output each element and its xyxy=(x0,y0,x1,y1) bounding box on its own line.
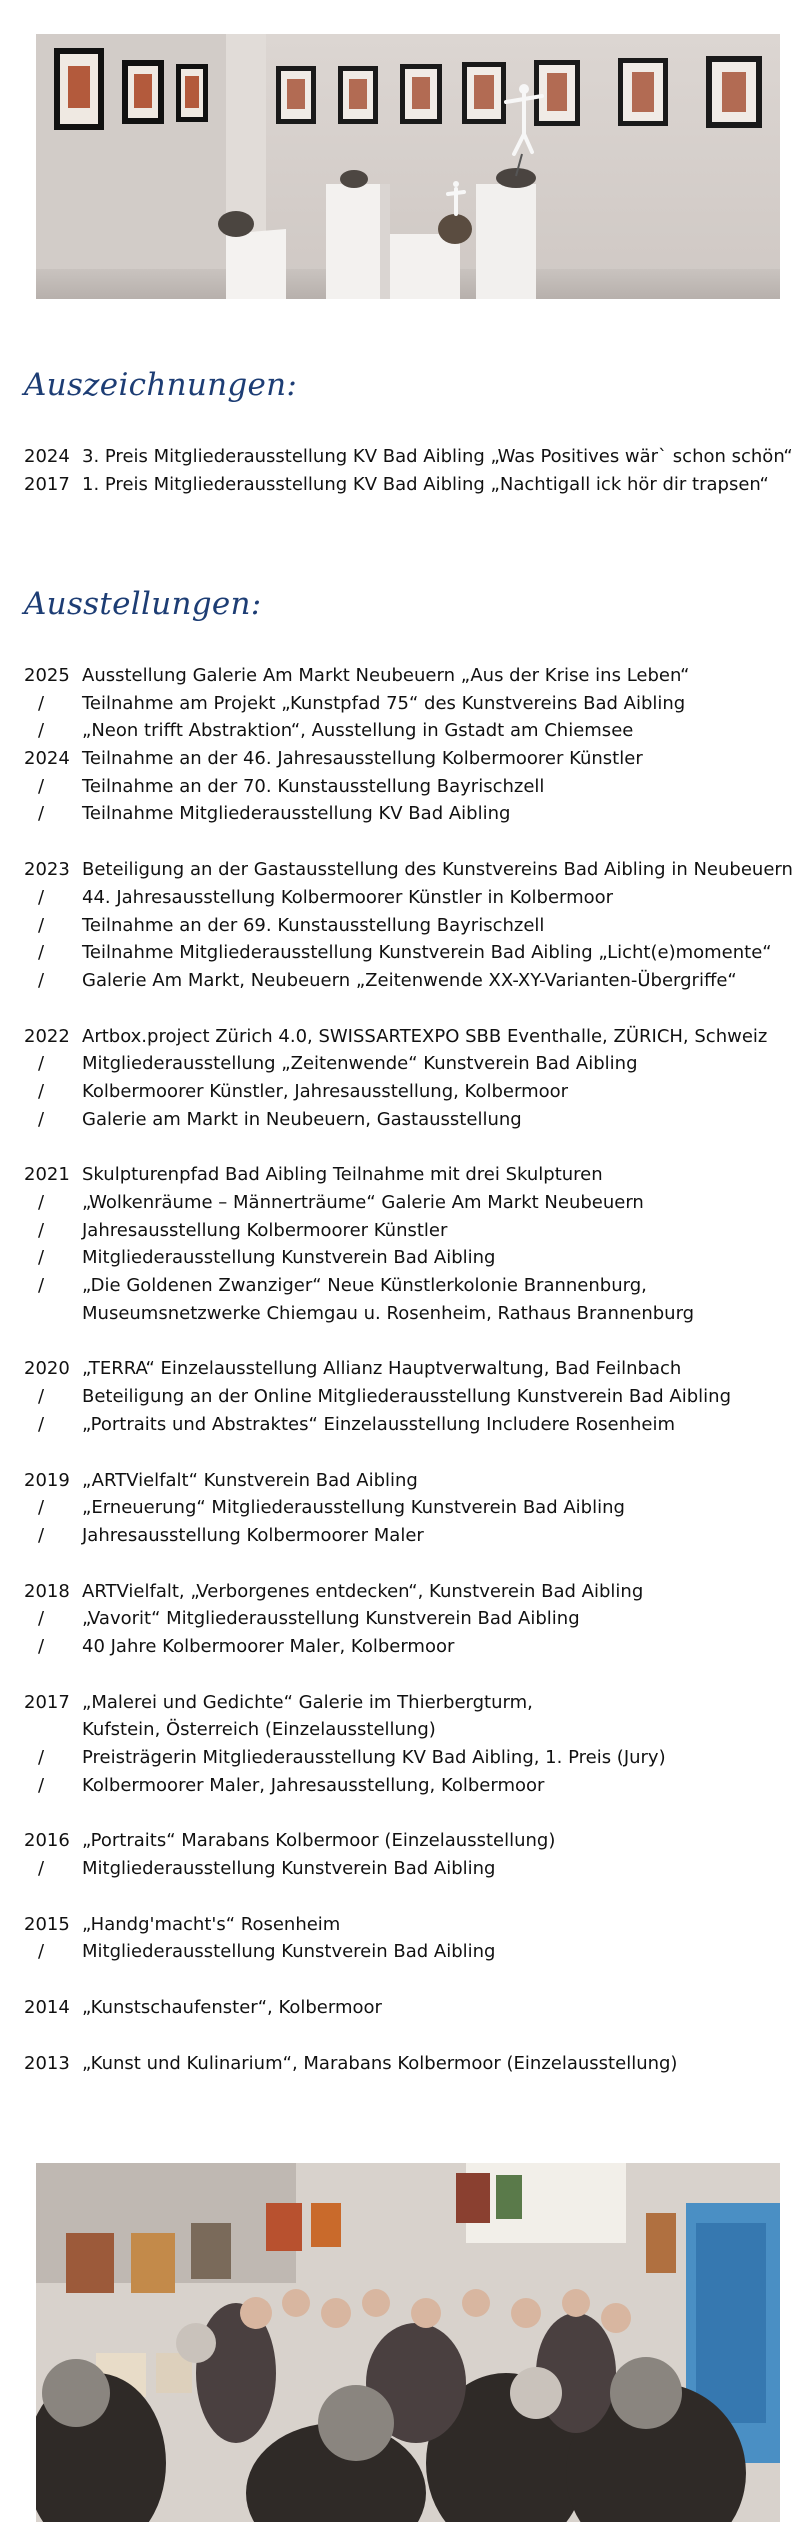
award-row xyxy=(24,471,794,499)
exhibition-year: 2025 xyxy=(24,665,70,686)
exhibition-row xyxy=(24,1383,794,1411)
exhibition-row xyxy=(24,1161,794,1189)
exhibition-text: „Handg'macht's“ Rosenheim xyxy=(82,1913,341,1935)
exhibition-row xyxy=(24,967,794,995)
exhibition-row xyxy=(24,1994,794,2022)
exhibition-year: / xyxy=(37,803,45,825)
exhibition-year: 2019 xyxy=(24,1469,70,1491)
exhibition-text: „Kunst und Kulinarium“, Marabans Kolbermoor (Einzelausstellung) xyxy=(82,2052,678,2074)
group-spacer xyxy=(24,1799,794,1827)
exhibition-row xyxy=(24,1078,794,1106)
exhibition-year: / xyxy=(37,969,45,991)
exhibition-row xyxy=(24,1272,794,1300)
gallery-photo-top xyxy=(36,34,780,299)
exhibition-year: / xyxy=(37,1941,45,1963)
exhibition-row xyxy=(24,745,794,773)
exhibition-row xyxy=(24,1633,794,1661)
exhibition-year: / xyxy=(37,775,45,797)
exhibition-row xyxy=(24,2050,794,2078)
group-spacer xyxy=(24,1439,794,1467)
exhibition-year: 2015 xyxy=(24,1913,70,1935)
exhibition-text: Skulpturenpfad Bad Aibling Teilnahme mit drei Skulpturen xyxy=(82,1164,603,1186)
exhibition-text: „TERRA“ Einzelausstellung Allianz Hauptverwaltung, Bad Feilnbach xyxy=(82,1358,682,1380)
exhibition-year: / xyxy=(37,1219,45,1241)
exhibition-year: / xyxy=(37,1247,45,1269)
exhibition-text: Artbox.project Zürich 4.0, SWISSARTEXPO SBB Eventhalle, ZÜRICH, Schweiz xyxy=(82,1025,768,1047)
exhibition-year: / xyxy=(37,1053,45,1075)
exhibition-text: „Kunstschaufenster“, Kolbermoor xyxy=(82,1997,382,2019)
group-spacer xyxy=(24,1661,794,1689)
exhibition-year: / xyxy=(37,692,45,714)
exhibition-text: Beteiligung an der Gastausstellung des Kunstvereins Bad Aibling in Neubeuern xyxy=(82,859,793,881)
group-spacer xyxy=(24,1327,794,1355)
exhibition-row xyxy=(24,1522,794,1550)
exhibition-row xyxy=(24,912,794,940)
exhibition-text: Mitgliederausstellung „Zeitenwende“ Kunstverein Bad Aibling xyxy=(82,1053,638,1075)
exhibitions-list xyxy=(24,662,794,2078)
exhibition-year: / xyxy=(37,720,45,742)
award-row xyxy=(24,443,794,471)
exhibition-year: / xyxy=(37,1635,45,1657)
exhibition-text: Ausstellung Galerie Am Markt Neubeuern „Aus der Krise ins Leben“ xyxy=(82,665,690,686)
exhibition-year: / xyxy=(37,1386,45,1408)
group-spacer xyxy=(24,2022,794,2050)
exhibition-text: „ARTVielfalt“ Kunstverein Bad Aibling xyxy=(82,1469,418,1491)
exhibition-text: ARTVielfalt, „Verborgenes entdecken“, Kunstverein Bad Aibling xyxy=(82,1580,644,1602)
exhibition-row xyxy=(24,939,794,967)
award-text: 1. Preis Mitgliederausstellung KV Bad Aibling „Nachtigall ick hör dir trapsen“ xyxy=(82,473,769,495)
exhibition-year: / xyxy=(37,914,45,936)
group-spacer xyxy=(24,995,794,1023)
group-spacer xyxy=(24,1133,794,1161)
exhibition-row xyxy=(24,800,794,828)
exhibition-row xyxy=(24,1189,794,1217)
exhibition-year: / xyxy=(37,1192,45,1213)
exhibition-text: Teilnahme Mitgliederausstellung KV Bad Aibling xyxy=(82,803,511,825)
exhibition-row xyxy=(24,1494,794,1522)
exhibition-text: Jahresausstellung Kolbermoorer Künstler xyxy=(82,1219,448,1241)
award-text: 3. Preis Mitgliederausstellung KV Bad Aibling „Was Positives wär` schon schön“ xyxy=(82,446,793,467)
exhibition-row xyxy=(24,690,794,718)
exhibition-year: / xyxy=(37,1413,45,1435)
exhibition-text: Teilnahme am Projekt „Kunstpfad 75“ des Kunstvereins Bad Aibling xyxy=(82,692,686,714)
exhibition-year: 2022 xyxy=(24,1025,70,1047)
exhibition-year: 2013 xyxy=(24,2052,70,2074)
exhibition-text: Preisträgerin Mitgliederausstellung KV Bad Aibling, 1. Preis (Jury) xyxy=(82,1747,666,1768)
exhibition-text: Teilnahme an der 69. Kunstausstellung Bayrischzell xyxy=(82,914,545,936)
exhibition-row xyxy=(24,662,794,690)
exhibition-row xyxy=(24,1578,794,1606)
exhibition-row xyxy=(24,1938,794,1966)
exhibition-text: Kufstein, Österreich (Einzelausstellung) xyxy=(82,1719,436,1741)
exhibition-year: 2021 xyxy=(24,1164,70,1186)
exhibition-row xyxy=(24,884,794,912)
awards-list xyxy=(24,443,794,498)
exhibition-year: / xyxy=(37,1080,45,1102)
exhibition-row xyxy=(24,773,794,801)
exhibition-row xyxy=(24,1689,794,1717)
exhibition-text: Museumsnetzwerke Chiemgau u. Rosenheim, Rathaus Brannenburg xyxy=(82,1302,695,1324)
exhibition-row xyxy=(24,1605,794,1633)
exhibition-year: 2016 xyxy=(24,1830,70,1852)
exhibition-text: Mitgliederausstellung Kunstverein Bad Aibling xyxy=(82,1247,496,1269)
exhibition-row xyxy=(24,1411,794,1439)
exhibition-text: Teilnahme Mitgliederausstellung Kunstverein Bad Aibling „Licht(e)momente“ xyxy=(82,942,772,964)
award-year: 2024 xyxy=(24,446,70,467)
exhibition-year: / xyxy=(37,1497,45,1519)
exhibition-year: / xyxy=(37,1108,45,1130)
exhibition-text: „Wolkenräume – Männerträume“ Galerie Am Markt Neubeuern xyxy=(82,1192,644,1213)
exhibition-row xyxy=(24,1467,794,1495)
awards-heading: Auszeichnungen: xyxy=(24,367,298,403)
exhibition-text: „Portraits“ Marabans Kolbermoor (Einzelausstellung) xyxy=(82,1830,556,1852)
exhibition-year: 2020 xyxy=(24,1358,70,1380)
exhibition-text: „Neon trifft Abstraktion“, Ausstellung in Gstadt am Chiemsee xyxy=(82,720,634,742)
group-spacer xyxy=(24,1966,794,1994)
exhibition-year: 2023 xyxy=(24,859,70,881)
exhibition-row xyxy=(24,717,794,745)
gallery-room-image xyxy=(36,34,780,299)
exhibition-year: / xyxy=(37,1747,45,1768)
exhibition-row xyxy=(24,856,794,884)
exhibition-text: „Portraits und Abstraktes“ Einzelausstellung Includere Rosenheim xyxy=(82,1413,676,1435)
exhibition-row xyxy=(24,1355,794,1383)
exhibition-text: „Die Goldenen Zwanziger“ Neue Künstlerkolonie Brannenburg, xyxy=(82,1275,647,1297)
exhibition-text: „Erneuerung“ Mitgliederausstellung Kunstverein Bad Aibling xyxy=(82,1497,625,1519)
exhibition-text: Teilnahme an der 46. Jahresausstellung Kolbermoorer Künstler xyxy=(82,748,643,770)
exhibition-text: Jahresausstellung Kolbermoorer Maler xyxy=(82,1524,424,1546)
exhibition-row xyxy=(24,1716,794,1744)
exhibition-text: 44. Jahresausstellung Kolbermoorer Künstler in Kolbermoor xyxy=(82,886,614,908)
exhibition-text: Kolbermoorer Maler, Jahresausstellung, Kolbermoor xyxy=(82,1774,545,1796)
exhibition-row xyxy=(24,1244,794,1272)
exhibition-text: Mitgliederausstellung Kunstverein Bad Aibling xyxy=(82,1858,496,1880)
group-spacer xyxy=(24,1883,794,1911)
group-spacer xyxy=(24,828,794,856)
exhibition-year: / xyxy=(37,1524,45,1546)
exhibition-year: 2014 xyxy=(24,1997,70,2019)
exhibition-year: / xyxy=(37,1275,45,1297)
exhibition-text: Galerie Am Markt, Neubeuern „Zeitenwende XX-XY-Varianten-Übergriffe“ xyxy=(82,969,737,991)
exhibition-row xyxy=(24,1744,794,1772)
exhibition-text: Kolbermoorer Künstler, Jahresausstellung, Kolbermoor xyxy=(82,1080,569,1102)
exhibition-row xyxy=(24,1855,794,1883)
exhibition-text: Teilnahme an der 70. Kunstausstellung Bayrischzell xyxy=(82,775,545,797)
exhibition-text: Mitgliederausstellung Kunstverein Bad Aibling xyxy=(82,1941,496,1963)
exhibition-year: / xyxy=(37,1774,45,1796)
exhibition-row xyxy=(24,1023,794,1051)
exhibition-text: Beteiligung an der Online Mitgliederausstellung Kunstverein Bad Aibling xyxy=(82,1386,731,1408)
exhibition-text: „Malerei und Gedichte“ Galerie im Thierbergturm, xyxy=(82,1691,533,1713)
exhibition-text: Galerie am Markt in Neubeuern, Gastausstellung xyxy=(82,1108,522,1130)
exhibition-row xyxy=(24,1827,794,1855)
exhibition-row xyxy=(24,1911,794,1939)
exhibition-row xyxy=(24,1050,794,1078)
group-spacer xyxy=(24,1550,794,1578)
exhibition-year: / xyxy=(37,886,45,908)
exhibition-row xyxy=(24,1300,794,1328)
exhibition-text: 40 Jahre Kolbermoorer Maler, Kolbermoor xyxy=(82,1635,455,1657)
exhibition-year: / xyxy=(37,1858,45,1880)
exhibition-year: 2024 xyxy=(24,748,70,770)
gallery-photo-bottom xyxy=(36,2163,780,2522)
exhibition-row xyxy=(24,1106,794,1134)
exhibition-crowd-image xyxy=(36,2163,780,2522)
exhibition-row xyxy=(24,1772,794,1800)
exhibition-year: / xyxy=(37,1608,45,1630)
exhibition-text: „Vavorit“ Mitgliederausstellung Kunstverein Bad Aibling xyxy=(82,1608,580,1630)
award-year: 2017 xyxy=(24,473,70,495)
exhibition-year: 2018 xyxy=(24,1580,70,1602)
exhibition-year: / xyxy=(37,942,45,964)
exhibitions-heading: Ausstellungen: xyxy=(24,586,262,622)
exhibition-row xyxy=(24,1217,794,1245)
exhibition-year: 2017 xyxy=(24,1691,70,1713)
